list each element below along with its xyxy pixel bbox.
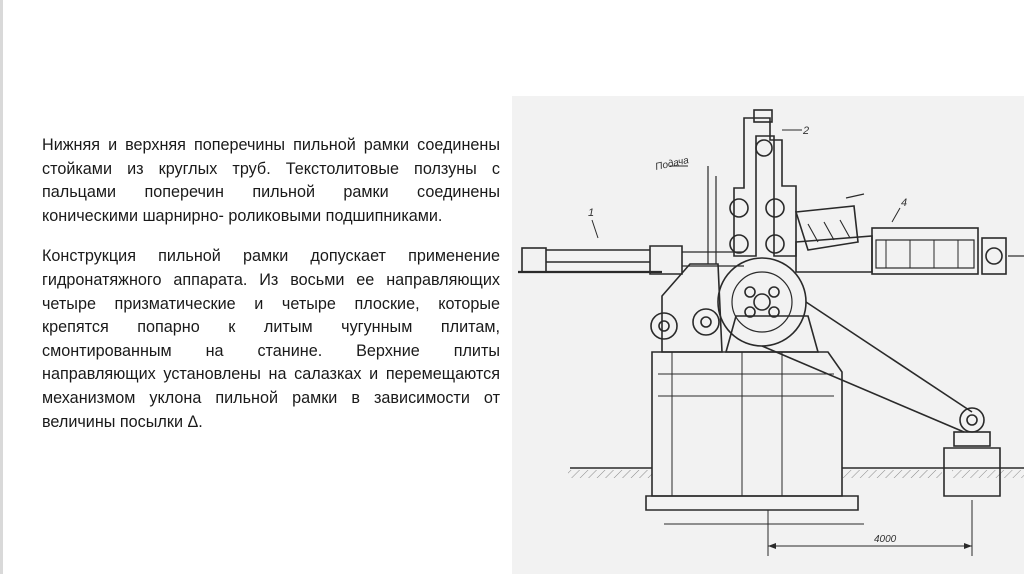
sawmill-frame-drawing: [512, 96, 1024, 574]
outfeed-body: [796, 236, 872, 272]
part-4-label: 4: [901, 197, 908, 209]
foundation-base: [646, 496, 858, 510]
drawing-lines: [518, 110, 1024, 556]
left-support: [662, 264, 722, 352]
left-bearing: [651, 313, 677, 339]
drawing-svg: [512, 96, 1024, 574]
dimension-label: 4000: [874, 534, 897, 545]
roller: [756, 140, 772, 156]
right-conveyor: [872, 228, 978, 274]
slide-edge: [0, 0, 3, 574]
bearing: [693, 309, 719, 335]
feed-head: [522, 248, 546, 272]
feed-label: Подача: [654, 155, 690, 173]
roller: [730, 199, 748, 217]
part-1-label: 1: [588, 207, 595, 219]
part-2-label: 2: [803, 125, 810, 137]
text-block: [42, 134, 500, 434]
flywheel: [718, 258, 806, 346]
drive-belt-lower: [762, 346, 964, 432]
motor-base: [954, 432, 990, 446]
paragraph-1: Нижняя и верхняя поперечины пильной рамки соединены стойками из круглых труб. Текстолитовые ползуны с пальцами поперечин пильной рамки соединены коническими шарнирно- роликовыми подшипниками.: [42, 136, 500, 225]
roller: [766, 235, 784, 253]
roller: [766, 199, 784, 217]
paragraph-2: Конструкция пильной рамки допускает применение гидронатяжного аппарата. Из восьми ее направляющих четыре призматические и четыре плоские, которые крепятся попарно к литым чугунным плитам, смонтированным на станине. Верхние плиты направляющих установлены на салазках и перемещаются механизмом уклона пильной рамки в зависимости от величины посылки Δ.: [42, 247, 500, 431]
roller: [730, 235, 748, 253]
feed-conveyor: [546, 250, 650, 272]
